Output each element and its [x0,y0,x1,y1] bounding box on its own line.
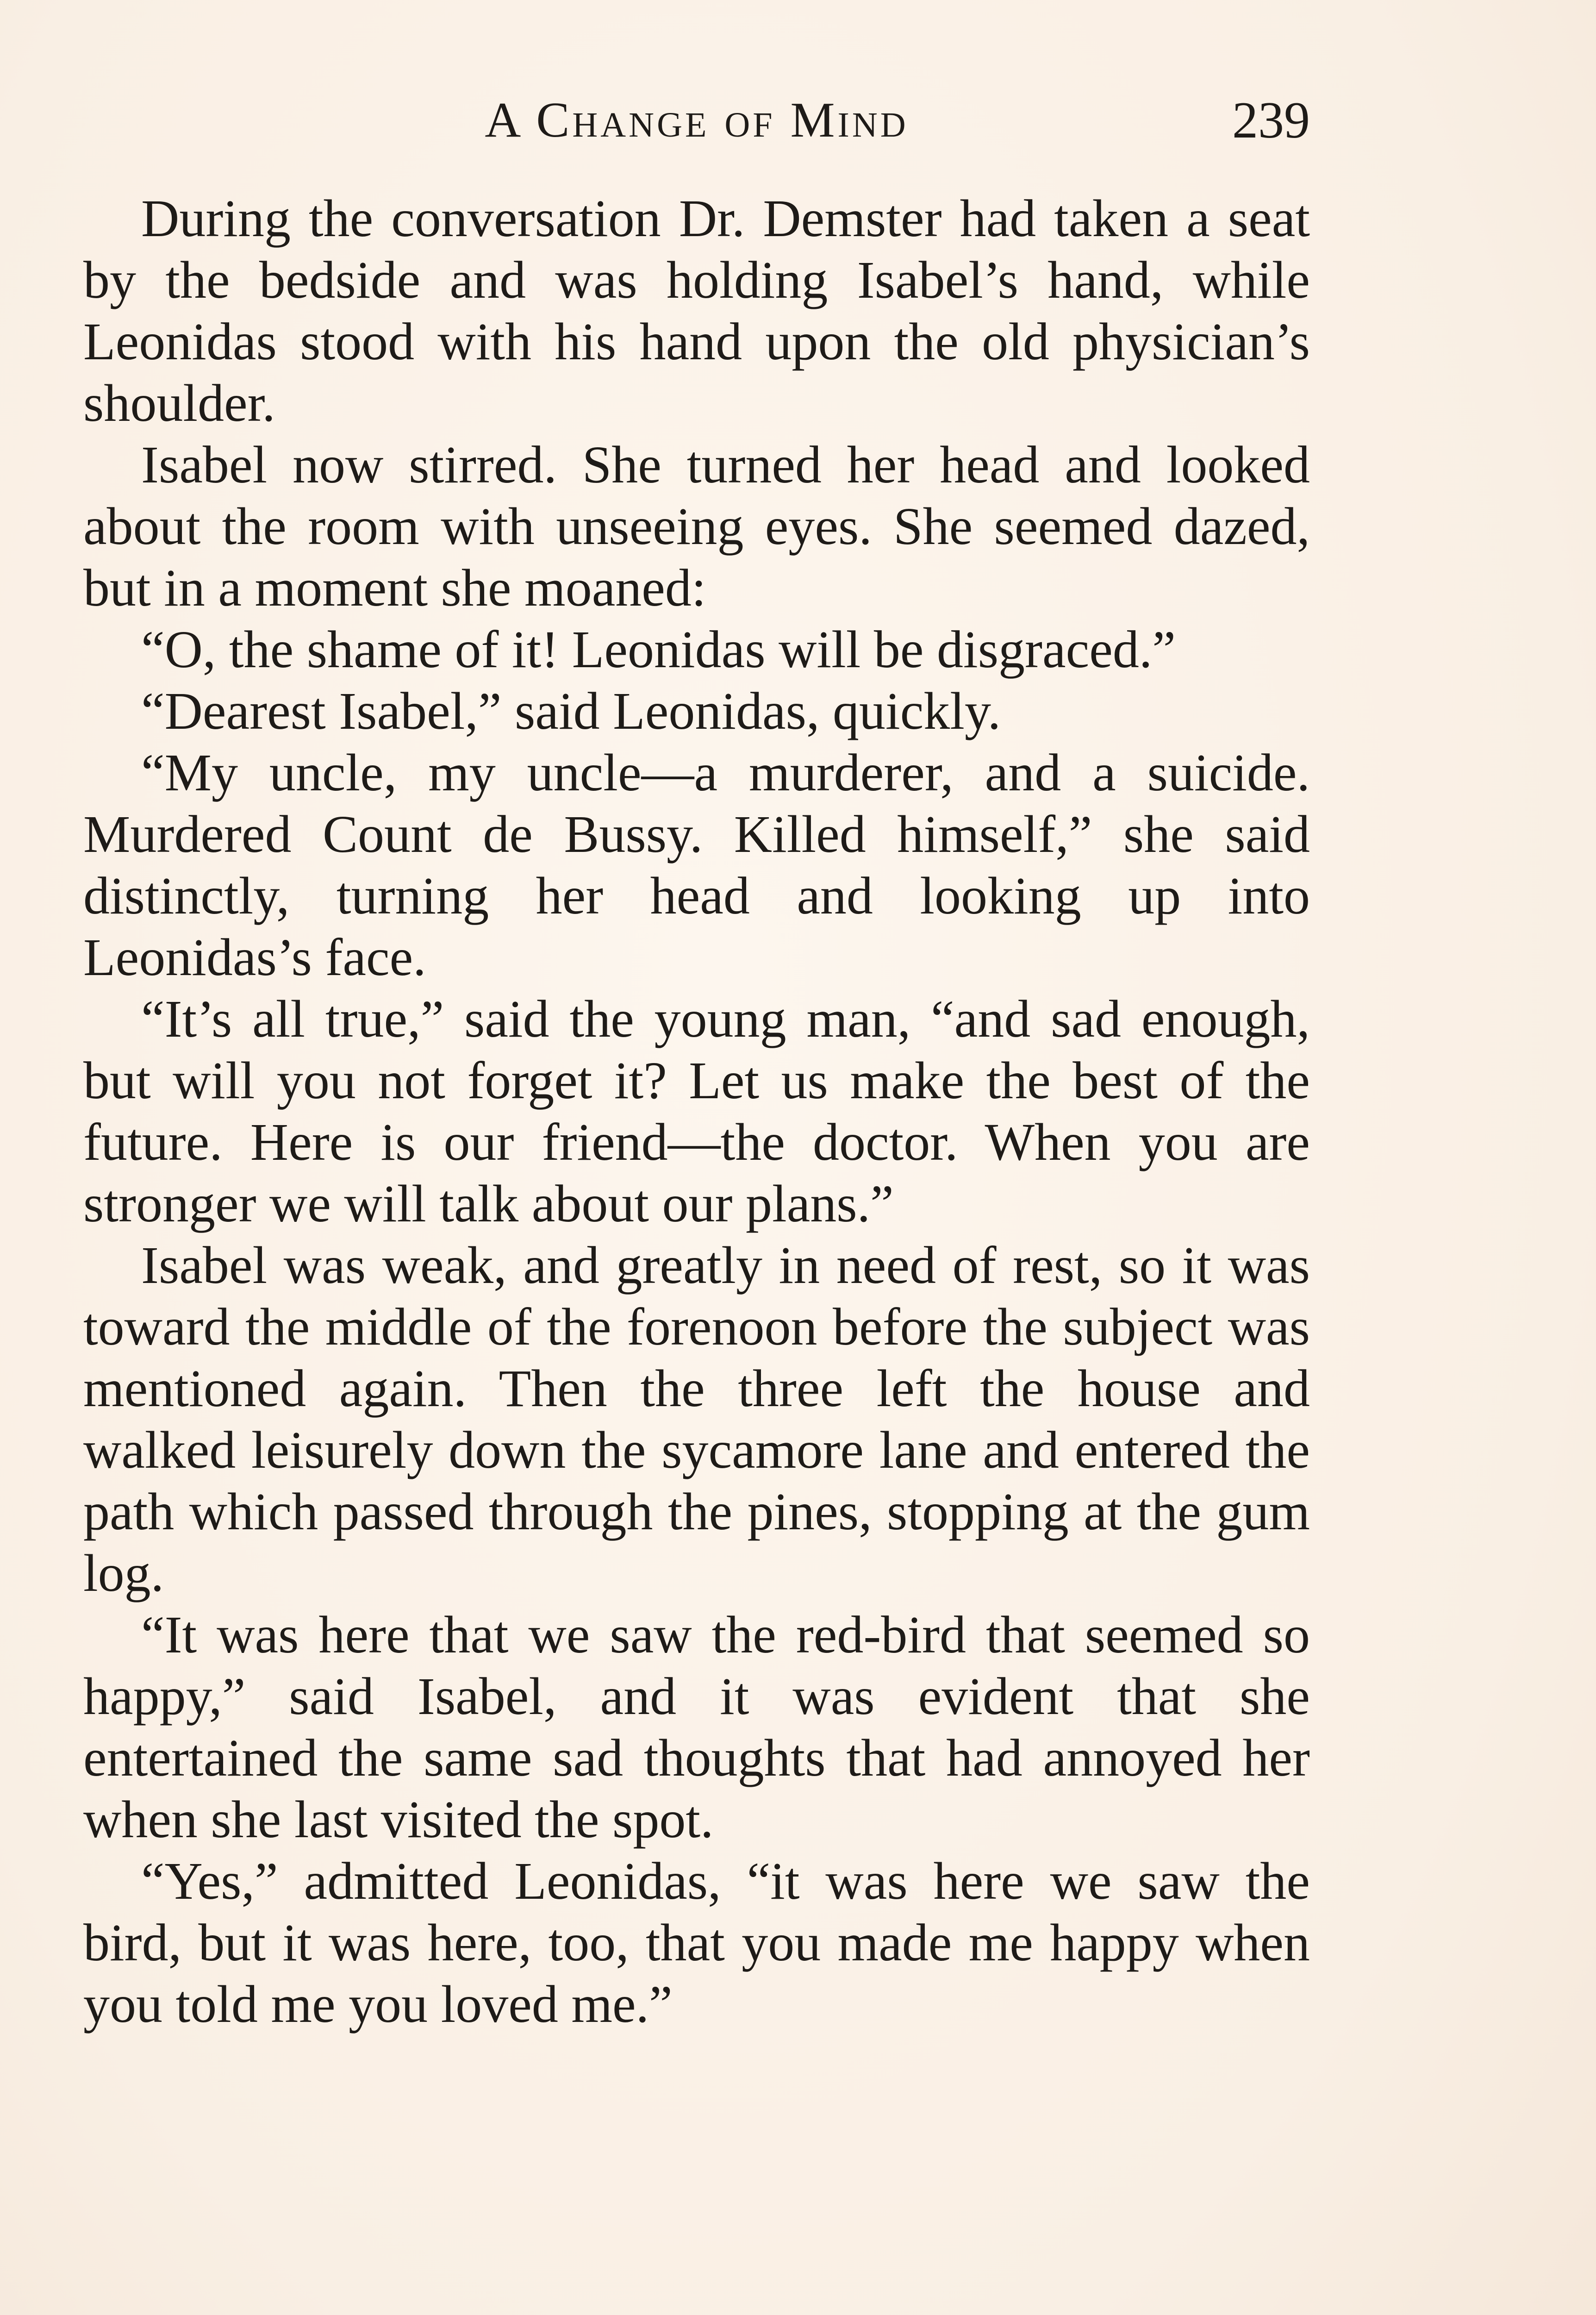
paragraph: “It’s all true,” said the young man, “and sad enough, but will you not forget it? Let us make the best of the future. Here is our friend—the doctor. When you are stronger we will talk about our plans.” [83,989,1310,1233]
page-header [83,88,1310,162]
paragraph: Isabel was weak, and greatly in need of rest, so it was toward the middle of the forenoon before the subject was mentioned again. Then the three left the house and walked leisurely down the sycamore lane and entered the path which passed through the pines, stopping at the gum log. [83,1236,1310,1602]
running-title: A Change of Mind [485,93,909,148]
paragraph: “Dearest Isabel,” said Leonidas, quickly. [141,682,1001,740]
body-text [83,188,1310,2035]
paragraph: “Yes,” admitted Leonidas, “it was here we saw the bird, but it was here, too, that you made me happy when you told me you loved me.” [83,1852,1310,2033]
paragraph: “O, the shame of it! Leonidas will be disgraced.” [141,620,1176,679]
page-number: 239 [1232,92,1310,149]
paragraph: Isabel now stirred. She turned her head and looked about the room with unseeing eyes. She seemed dazed, but in a moment she moaned: [83,435,1310,617]
paragraph: During the conversation Dr. Demster had taken a seat by the bedside and was holding Isabel’s hand, while Leonidas stood with his hand upon the old physician’s shoulder. [83,189,1310,432]
paragraph: “My uncle, my uncle—a murderer, and a suicide. Murdered Count de Bussy. Killed himself,” she said distinctly, turning her head and looking up into Leonidas’s face. [83,743,1310,987]
paragraph: “It was here that we saw the red-bird that seemed so happy,” said Isabel, and it was evident that she entertained the same sad thoughts that had annoyed her when she last visited the spot. [83,1605,1310,1849]
